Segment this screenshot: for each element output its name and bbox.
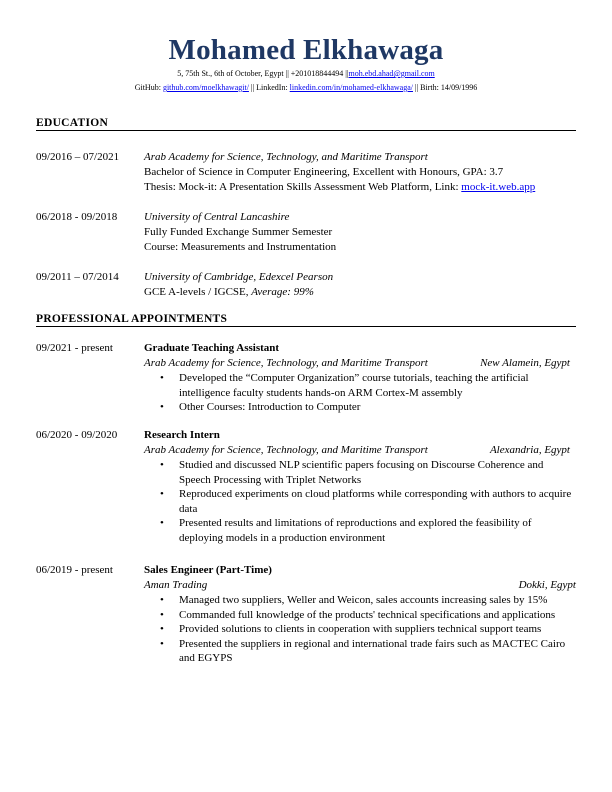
contact-line-1 (0, 69, 612, 79)
org-line (144, 443, 576, 458)
linkedin-link[interactable]: linkedin.com/in/mohamed-elkhawaga/ (289, 83, 413, 92)
course: Course: Measurements and Instrumentation (144, 241, 337, 253)
entry-date: 06/2020 - 09/2020 (36, 429, 118, 441)
qualification-text: GCE A-levels / IGCSE, (144, 286, 252, 298)
location: Alexandria, Egypt (489, 444, 570, 456)
entry-date: 09/2016 – 07/2021 (36, 151, 120, 163)
organization: Aman Trading (144, 579, 208, 591)
bullet-list (144, 458, 576, 545)
org-line (144, 578, 576, 593)
organization: Arab Academy for Science, Technology, and Maritime Transport (144, 357, 428, 369)
email-link[interactable]: moh.ebd.ahad@gmail.com (348, 69, 435, 78)
thesis-text: Thesis: Mock-it: A Presentation Skills Assessment Web Platform, Link: (144, 181, 462, 193)
bullet-item: • Studied and discussed NLP scientific papers focusing on Discourse Coherence and Speech Processing with Triplet Networks (144, 458, 576, 487)
degree: Bachelor of Science in Computer Engineering, Excellent with Honours, GPA: 3.7 (144, 166, 504, 178)
role-title: Graduate Teaching Assistant (144, 342, 280, 354)
github-label: GitHub: (134, 83, 163, 92)
role-title: Sales Engineer (Part-Time) (144, 564, 272, 576)
institution: Arab Academy for Science, Technology, and Maritime Transport (144, 151, 428, 163)
organization: Arab Academy for Science, Technology, and Maritime Transport (144, 444, 428, 456)
program: Fully Funded Exchange Summer Semester (144, 226, 333, 238)
bullet-item: • Reproduced experiments on cloud platforms while corresponding with authors to acquire data (144, 487, 576, 516)
bullet-item: • Other Courses: Introduction to Computer (144, 400, 576, 415)
entry-date: 09/2021 - present (36, 342, 113, 354)
bullet-list (144, 593, 576, 666)
bullet-list (144, 371, 576, 415)
average-score: Average: 99% (251, 286, 314, 298)
institution: University of Central Lancashire (144, 211, 290, 223)
bullet-item: • Provided solutions to clients in cooperation with suppliers technical support teams (144, 622, 576, 637)
experience-heading: PROFESSIONAL APPOINTMENTS (36, 313, 576, 327)
qualification (144, 285, 576, 300)
resume-name: Mohamed Elkhawaga (168, 34, 444, 66)
bullet-item: • Commanded full knowledge of the products' technical specifications and applications (144, 608, 576, 623)
bullet-item: • Developed the “Computer Organization” course tutorials, teaching the artificial intelligence faculty students hands-on ARM Cortex-M assembly (144, 371, 576, 400)
location: Dokki, Egypt (518, 579, 576, 591)
birth-date: || Birth: 14/09/1996 (412, 83, 478, 92)
entry-date: 09/2011 – 07/2014 (36, 271, 119, 283)
education-heading: EDUCATION (36, 117, 576, 131)
github-link[interactable]: github.com/moelkhawagit/ (162, 83, 249, 92)
bullet-item: • Presented the suppliers in regional and international trade fairs such as MACTEC Cairo and EGYPS (144, 637, 576, 666)
contact-line-2 (0, 83, 612, 93)
entry-date: 06/2018 - 09/2018 (36, 211, 118, 223)
linkedin-label: || LinkedIn: (248, 83, 290, 92)
entry-date: 06/2019 - present (36, 564, 113, 576)
role-title: Research Intern (144, 429, 220, 441)
thesis-link[interactable]: mock-it.web.app (461, 181, 536, 193)
location: New Alamein, Egypt (480, 357, 570, 369)
bullet-item: • Presented results and limitations of reproductions and explored the feasibility of deploying models in a production environment (144, 516, 576, 545)
address-phone: 5, 75th St., 6th of October, Egypt || +201018844494 || (177, 69, 349, 78)
org-line (144, 356, 576, 371)
thesis (144, 180, 576, 195)
bullet-item: • Managed two suppliers, Weller and Weicon, sales accounts increasing sales by 15% (144, 593, 576, 608)
institution: University of Cambridge, Edexcel Pearson (144, 271, 334, 283)
